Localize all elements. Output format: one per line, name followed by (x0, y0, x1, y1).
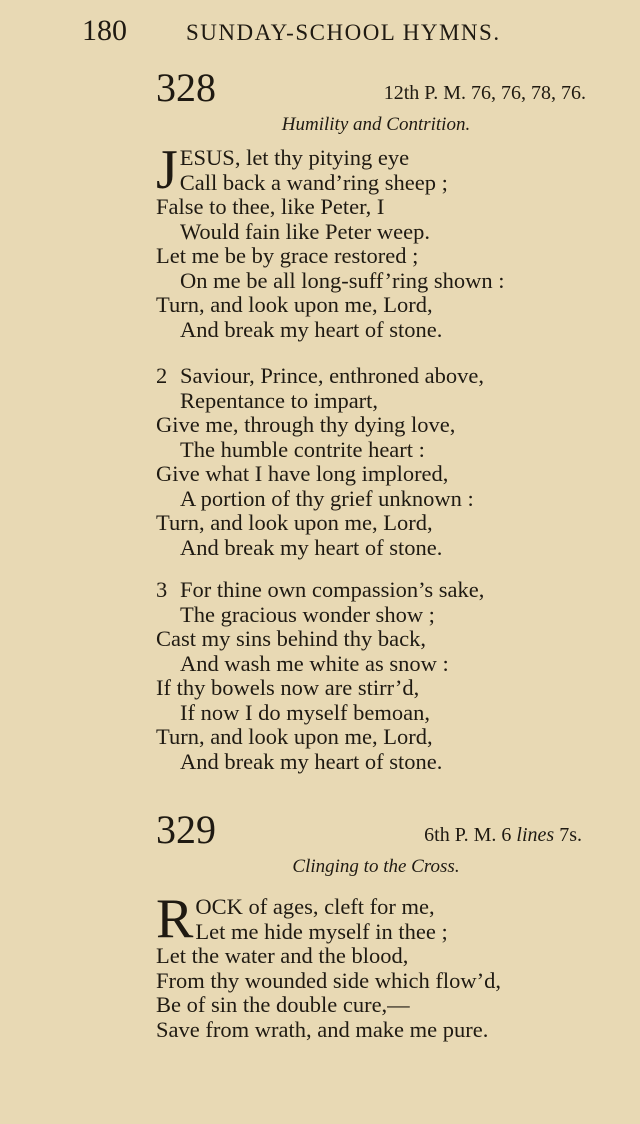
verse-line: And break my heart of stone. (180, 316, 443, 342)
verse-line: If thy bowels now are stirr’d, (156, 675, 420, 700)
page-number: 180 (82, 14, 127, 47)
hymn-328-header (156, 65, 596, 138)
hymn-328-verse-2 (156, 364, 616, 560)
verse-number: 2 (156, 363, 168, 388)
verse-line: And break my heart of stone. (180, 534, 443, 560)
verse-line: Would fain like Peter weep. (180, 218, 430, 244)
verse-number: 3 (156, 577, 168, 602)
hymn-subtitle: Clinging to the Cross. (292, 856, 460, 877)
hymn-329-verse-1 (156, 888, 616, 1042)
verse-line: ESUS, let thy pitying eye (179, 145, 410, 170)
hymn-subtitle: Humility and Contrition. (281, 114, 471, 135)
verse-line: And break my heart of stone. (180, 748, 443, 774)
verse-line: On me be all long-suff’ring shown : (180, 267, 505, 293)
verse-line: Turn, and look upon me, Lord, (156, 510, 433, 535)
hymn-number: 329 (156, 807, 216, 852)
verse-line: Give me, through thy dying love, (156, 412, 456, 437)
hymn-meter: 12th P. M. 76, 76, 78, 76. (383, 82, 586, 104)
hymn-328-verse-3 (156, 578, 616, 774)
hymn-328-verse-1 (156, 139, 616, 342)
verse-line: Call back a wand’ring sheep ; (179, 169, 448, 195)
verse-line: Let me be by grace restored ; (156, 243, 419, 268)
verse-line: A portion of thy grief unknown : (180, 485, 474, 511)
verse-line: Saviour, Prince, enthroned above, (180, 363, 485, 388)
verse-line: The humble contrite heart : (180, 436, 425, 462)
verse-line: And wash me white as snow : (180, 650, 449, 676)
verse-line: Let the water and the blood, (156, 943, 409, 968)
hymn-meter: 6th P. M. 6 lines 7s. (424, 824, 582, 846)
verse-line: From thy wounded side which flow’d, (156, 967, 501, 993)
hymn-number: 328 (156, 65, 216, 110)
drop-cap: R (156, 888, 194, 950)
verse-line: Save from wrath, and make me pure. (156, 1016, 489, 1042)
verse-line: Be of sin the double cure,— (156, 992, 410, 1017)
book-title: SUNDAY-SCHOOL HYMNS. (186, 20, 501, 45)
verse-line: False to thee, like Peter, I (156, 194, 385, 219)
verse-line: The gracious wonder show ; (180, 601, 435, 627)
verse-line: Repentance to impart, (180, 387, 379, 413)
verse-line: Turn, and look upon me, Lord, (156, 724, 433, 749)
verse-line: If now I do myself bemoan, (180, 699, 430, 725)
running-head (82, 14, 552, 48)
verse-line: For thine own compassion’s sake, (180, 577, 485, 602)
hymn-329-header (156, 807, 596, 882)
verse-line: Give what I have long implored, (156, 461, 449, 486)
verse-line: Cast my sins behind thy back, (156, 626, 426, 651)
verse-line: Turn, and look upon me, Lord, (156, 292, 433, 317)
verse-line: OCK of ages, cleft for me, (195, 894, 435, 919)
drop-cap: J (156, 139, 178, 201)
verse-line: Let me hide myself in thee ; (195, 918, 448, 944)
